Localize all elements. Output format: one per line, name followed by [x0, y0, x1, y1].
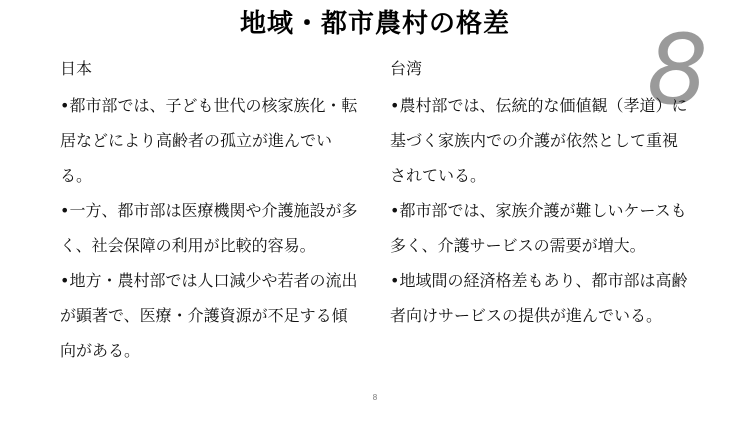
- taiwan-bullet-1: •農村部では、伝統的な価値観（孝道）に基づく家族内での介護が依然として重視されている。: [390, 96, 688, 185]
- taiwan-bullet-3: •地域間の経済格差もあり、都市部は高齢者向けサービスの提供が進んでいる。: [390, 271, 688, 325]
- taiwan-heading: 台湾: [390, 59, 423, 78]
- japan-heading: 日本: [60, 59, 93, 78]
- japan-bullet-1: •都市部では、子ども世代の核家族化・転居などにより高齢者の孤立が進んでいる。: [60, 96, 358, 185]
- page-number: 8: [372, 393, 378, 402]
- slide-number-graphic: 8: [646, 14, 708, 126]
- taiwan-column: [390, 52, 690, 333]
- japan-bullet-2: •一方、都市部は医療機関や介護施設が多く、社会保障の利用が比較的容易。: [60, 201, 358, 255]
- japan-bullet-3: •地方・農村部では人口減少や若者の流出が顕著で、医療・介護資源が不足する傾向がある。: [60, 271, 358, 360]
- slide-title: 地域・都市農村の格差: [239, 9, 510, 39]
- japan-column: [60, 52, 360, 368]
- taiwan-bullet-2: •都市部では、家族介護が難しいケースも多く、介護サービスの需要が増大。: [390, 201, 687, 255]
